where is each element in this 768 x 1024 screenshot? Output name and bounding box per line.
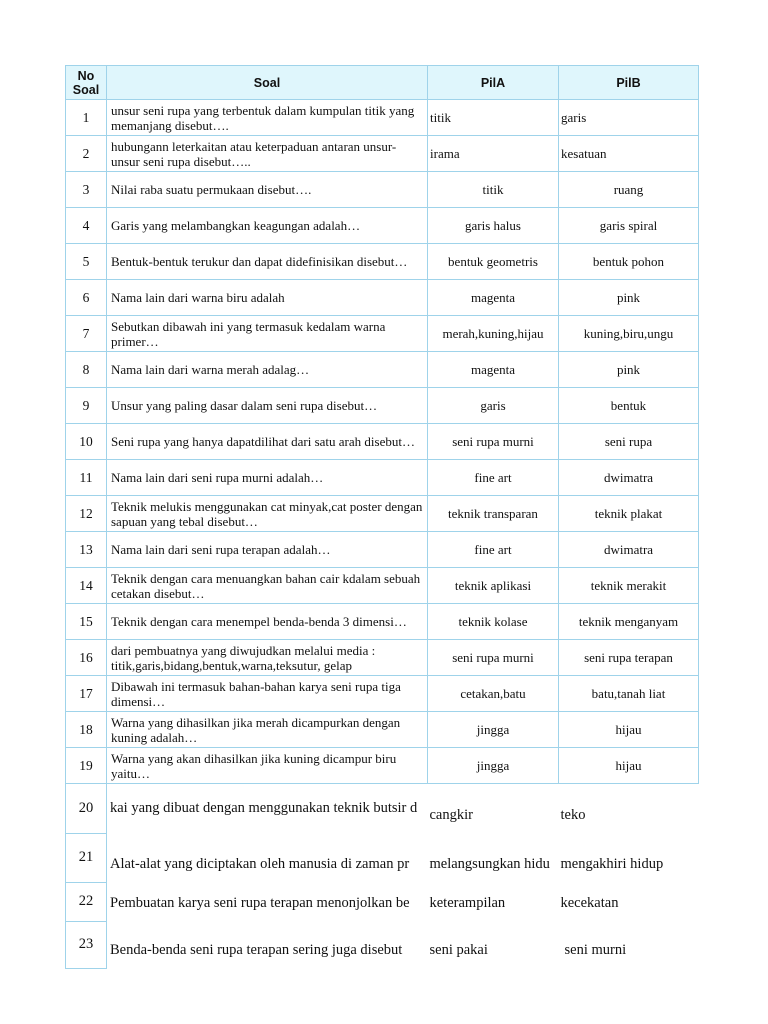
row-number: 13 <box>66 532 107 568</box>
option-b: teknik merakit <box>559 568 699 604</box>
row-number: 20 <box>66 784 107 834</box>
option-a: magenta <box>428 352 559 388</box>
row-number: 2 <box>66 136 107 172</box>
table-row <box>66 460 699 496</box>
row-number: 23 <box>66 921 107 968</box>
table-row <box>66 280 699 316</box>
table-row <box>66 532 699 568</box>
option-b: kuning,biru,ungu <box>559 316 699 352</box>
header-row <box>66 66 699 100</box>
table-row <box>66 833 699 882</box>
option-b: batu,tanah liat <box>559 676 699 712</box>
question-text: Nama lain dari warna biru adalah <box>107 280 428 316</box>
option-a: cetakan,batu <box>428 676 559 712</box>
option-a: teknik kolase <box>428 604 559 640</box>
option-b: bentuk <box>559 388 699 424</box>
question-text: Nama lain dari seni rupa terapan adalah… <box>107 532 428 568</box>
option-b: seni murni <box>564 942 627 958</box>
table-row <box>66 424 699 460</box>
row-number: 15 <box>66 604 107 640</box>
option-a: cangkir <box>429 807 473 823</box>
option-b: seni rupa <box>559 424 699 460</box>
question-text: unsur seni rupa yang terbentuk dalam kumpulan titik yang memanjang disebut…. <box>107 100 428 136</box>
row-number: 18 <box>66 712 107 748</box>
row-number: 12 <box>66 496 107 532</box>
row-number: 19 <box>66 748 107 784</box>
option-a: keterampilan <box>429 895 506 911</box>
option-a: merah,kuning,hijau <box>428 316 559 352</box>
option-a: titik <box>428 100 559 136</box>
question-text: dari pembuatnya yang diwujudkan melalui media : titik,garis,bidang,bentuk,warna,teksutur, gelap <box>107 640 428 676</box>
question-text: Nama lain dari seni rupa murni adalah… <box>107 460 428 496</box>
option-a: bentuk geometris <box>428 244 559 280</box>
table-row <box>66 352 699 388</box>
option-b: garis spiral <box>559 208 699 244</box>
table-row <box>66 712 699 748</box>
option-b: dwimatra <box>559 532 699 568</box>
option-a: jingga <box>428 712 559 748</box>
option-b: teko <box>560 807 586 823</box>
option-b: dwimatra <box>559 460 699 496</box>
table-row <box>66 496 699 532</box>
option-b: kesatuan <box>559 136 699 172</box>
question-text: Teknik dengan cara menuangkan bahan cair kdalam sebuah cetakan disebut… <box>107 568 428 604</box>
option-b: pink <box>559 280 699 316</box>
header-pila: PilA <box>428 66 559 100</box>
row-number: 4 <box>66 208 107 244</box>
table-row <box>66 921 699 968</box>
table-row <box>66 316 699 352</box>
option-b: bentuk pohon <box>559 244 699 280</box>
question-text: Warna yang akan dihasilkan jika kuning dicampur biru yaitu… <box>107 748 428 784</box>
option-b: pink <box>559 352 699 388</box>
row-number: 8 <box>66 352 107 388</box>
option-a: fine art <box>428 460 559 496</box>
table-row <box>66 172 699 208</box>
header-pilb: PilB <box>559 66 699 100</box>
row-number: 6 <box>66 280 107 316</box>
question-text: hubungann leterkaitan atau keterpaduan antaran unsur-unsur seni rupa disebut….. <box>107 136 428 172</box>
question-text: Teknik melukis menggunakan cat minyak,cat poster dengan sapuan yang tebal disebut… <box>107 496 428 532</box>
option-a: melangsungkan hidu <box>429 856 550 872</box>
row-number: 22 <box>66 882 107 921</box>
row-number: 16 <box>66 640 107 676</box>
table-row <box>66 136 699 172</box>
row-number: 7 <box>66 316 107 352</box>
row-number: 1 <box>66 100 107 136</box>
row-number: 5 <box>66 244 107 280</box>
table-row <box>66 748 699 784</box>
question-text: Seni rupa yang hanya dapatdilihat dari satu arah disebut… <box>107 424 428 460</box>
question-text: Nilai raba suatu permukaan disebut…. <box>107 172 428 208</box>
option-b: hijau <box>559 712 699 748</box>
question-text: Teknik dengan cara menempel benda-benda 3 dimensi… <box>107 604 428 640</box>
question-text: Pembuatan karya seni rupa terapan menonjolkan be <box>110 895 410 911</box>
row-number: 11 <box>66 460 107 496</box>
header-soal: Soal <box>107 66 428 100</box>
row-number: 3 <box>66 172 107 208</box>
option-a: seni pakai <box>429 942 488 958</box>
table-row <box>66 568 699 604</box>
question-text: Warna yang dihasilkan jika merah dicampurkan dengan kuning adalah… <box>107 712 428 748</box>
question-text: Dibawah ini termasuk bahan-bahan karya seni rupa tiga dimensi… <box>107 676 428 712</box>
option-a: garis halus <box>428 208 559 244</box>
question-sheet <box>65 65 698 969</box>
option-a: seni rupa murni <box>428 640 559 676</box>
question-text: Bentuk-bentuk terukur dan dapat didefinisikan disebut… <box>107 244 428 280</box>
option-b: mengakhiri hidup <box>560 856 664 872</box>
table-row <box>66 244 699 280</box>
option-b: ruang <box>559 172 699 208</box>
table-row <box>66 208 699 244</box>
option-b: teknik menganyam <box>559 604 699 640</box>
table-row <box>66 676 699 712</box>
option-a: seni rupa murni <box>428 424 559 460</box>
table-row <box>66 604 699 640</box>
question-text: Unsur yang paling dasar dalam seni rupa disebut… <box>107 388 428 424</box>
row-number: 17 <box>66 676 107 712</box>
option-b: hijau <box>559 748 699 784</box>
row-number: 14 <box>66 568 107 604</box>
table-row <box>66 784 699 834</box>
option-a: titik <box>428 172 559 208</box>
question-text: Alat-alat yang diciptakan oleh manusia di zaman pr <box>110 856 410 872</box>
option-a: jingga <box>428 748 559 784</box>
option-a: magenta <box>428 280 559 316</box>
table-row <box>66 882 699 921</box>
option-a: irama <box>428 136 559 172</box>
option-a: teknik transparan <box>428 496 559 532</box>
table-row <box>66 388 699 424</box>
option-a: garis <box>428 388 559 424</box>
option-b: teknik plakat <box>559 496 699 532</box>
option-a: teknik aplikasi <box>428 568 559 604</box>
question-text: Sebutkan dibawah ini yang termasuk kedalam warna primer… <box>107 316 428 352</box>
row-number: 9 <box>66 388 107 424</box>
question-text: Garis yang melambangkan keagungan adalah… <box>107 208 428 244</box>
table-row <box>66 100 699 136</box>
question-table <box>65 65 699 969</box>
row-number: 21 <box>66 833 107 882</box>
question-text: Nama lain dari warna merah adalag… <box>107 352 428 388</box>
option-b: seni rupa terapan <box>559 640 699 676</box>
question-text: kai yang dibuat dengan menggunakan teknik butsir d <box>110 800 418 816</box>
option-a: fine art <box>428 532 559 568</box>
question-text: Benda-benda seni rupa terapan sering juga disebut <box>110 942 403 958</box>
row-number: 10 <box>66 424 107 460</box>
option-b: garis <box>559 100 699 136</box>
header-no: No Soal <box>66 66 107 100</box>
option-b: kecekatan <box>560 895 619 911</box>
table-row <box>66 640 699 676</box>
